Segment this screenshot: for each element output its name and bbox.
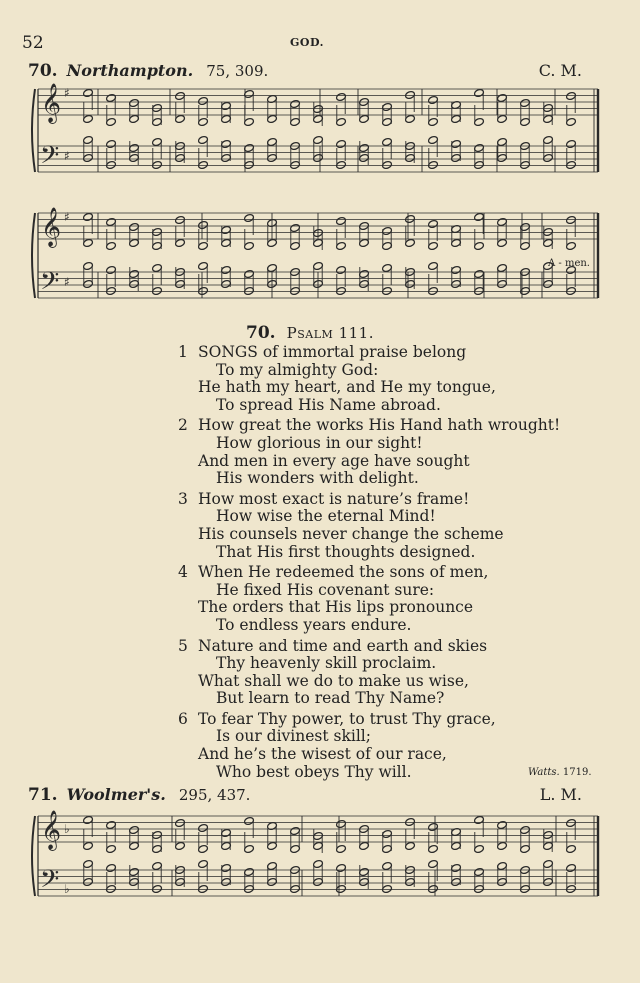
verse-line: How glorious in our sight! [216, 433, 423, 452]
tune-name: Woolmer's. [66, 785, 166, 804]
verse-number: 6 [178, 709, 188, 728]
verse-line: He fixed His covenant sure: [216, 580, 435, 599]
key-sharp: ♯ [64, 210, 70, 224]
verse-line: 6 To fear Thy power, to trust Thy grace, [178, 709, 496, 728]
treble-clef: 𝄞 [41, 810, 62, 850]
verse-number: 5 [178, 636, 188, 655]
verse-line: Thy heavenly skill proclaim. [216, 654, 437, 673]
system-brace [32, 816, 35, 896]
verse-line: 1 SONGS of immortal praise belong [178, 343, 467, 361]
verse [178, 344, 578, 414]
verse-line: 5 Nature and time and earth and skies [178, 636, 488, 655]
running-title: GOD. [290, 36, 324, 49]
tune-name: Northampton. [66, 61, 194, 80]
verse-line: His counsels never change the scheme [198, 524, 504, 543]
verse-number: 4 [178, 563, 188, 582]
bass-clef: 𝄢 [40, 141, 60, 176]
verse [178, 417, 578, 487]
verse-line: He hath my heart, and He my tongue, [198, 378, 496, 397]
verse-line: What shall we do to make us wise, [198, 671, 469, 690]
tune-refs: 295, 437. [178, 786, 251, 804]
verse-line: 3 How most exact is nature’s frame! [178, 489, 470, 508]
verse-line: That His first thoughts designed. [216, 542, 476, 561]
verse-line: And he’s the wisest of our race, [198, 745, 447, 764]
key-flat: ♭ [64, 822, 70, 836]
system-brace [32, 89, 35, 172]
psalm-heading [246, 323, 374, 343]
key-flat: ♭ [64, 882, 70, 896]
verse-line: To endless years endure. [216, 615, 412, 634]
bass-clef: 𝄢 [40, 865, 60, 900]
author: Watts. [528, 767, 560, 778]
amen-text: A - men. [548, 258, 590, 269]
verse [178, 711, 578, 781]
page-number: 52 [22, 33, 44, 53]
key-sharp: ♯ [64, 149, 70, 163]
verse-line: But learn to read Thy Name? [216, 689, 445, 708]
verse [178, 638, 578, 708]
tune-number: 70. [28, 61, 58, 81]
hymn-text [178, 344, 578, 784]
psalm-title: Psalm 111. [286, 324, 374, 342]
verse [178, 491, 578, 561]
verse-line: 4 When He redeemed the sons of men, [178, 563, 489, 582]
verse-line: How wise the eternal Mind! [216, 507, 436, 526]
verse-line: To my almighty God: [216, 360, 379, 379]
treble-clef: 𝄞 [41, 207, 62, 247]
verse-line: To spread His Name abroad. [216, 395, 441, 414]
bass-clef: 𝄢 [40, 267, 60, 302]
verse-number: 1 [178, 343, 188, 361]
system-brace [32, 213, 35, 298]
attribution [528, 767, 592, 778]
tune-refs: 75, 309. [206, 62, 269, 80]
tune-meter: C. M. [538, 61, 582, 80]
verse-line: His wonders with delight. [216, 469, 419, 488]
verse-line: The orders that His lips pronounce [198, 598, 474, 617]
verse-line: 2 How great the works His Hand hath wrought! [178, 416, 561, 435]
key-sharp: ♯ [64, 86, 70, 100]
verse-line: Is our divinest skill; [216, 727, 371, 746]
psalm-number: 70. [246, 323, 276, 343]
tune-heading-woolmers [28, 785, 582, 807]
verse-number: 2 [178, 416, 188, 435]
tune-number: 71. [28, 785, 58, 805]
verse-number: 3 [178, 489, 188, 508]
treble-clef: 𝄞 [41, 83, 62, 123]
key-sharp: ♯ [64, 275, 70, 289]
verse-line: And men in every age have sought [198, 451, 470, 470]
verse [178, 564, 578, 634]
verse-line: Who best obeys Thy will. [216, 762, 412, 781]
year: 1719. [562, 767, 592, 778]
tune-meter: L. M. [539, 785, 582, 804]
